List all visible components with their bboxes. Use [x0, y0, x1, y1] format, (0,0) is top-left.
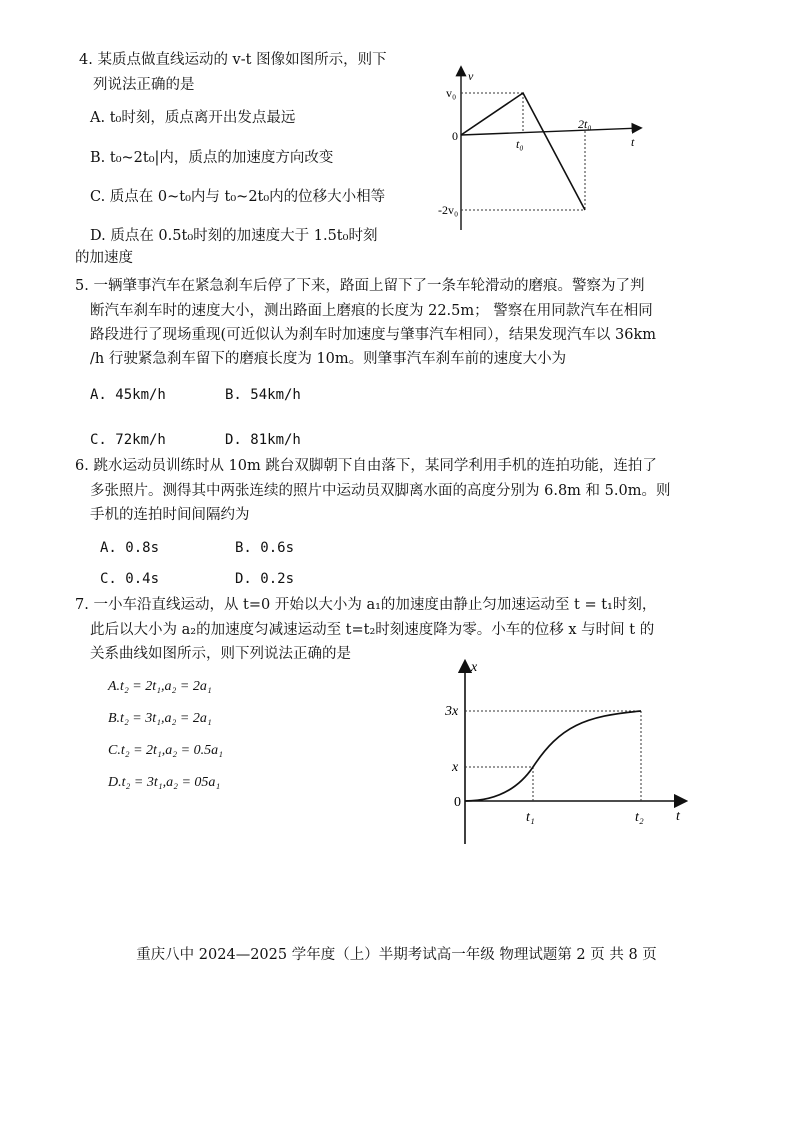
q7-xt-graph [440, 656, 695, 848]
q7-x-label: x [471, 660, 478, 675]
q5-option-b: B. 54km/h [225, 387, 301, 403]
q7-option-c: C.t₂ = 2t₁,a₂ = 0.5a₁ [108, 743, 223, 758]
q6-option-c: C. 0.4s [100, 571, 160, 587]
q5-stem-line1: 5. 一辆肇事汽车在紧急刹车后停了下来，路面上留下了一条车轮滑动的磨痕。警察为了判 [75, 278, 645, 294]
q4-option-c: C. 质点在 0~t₀内与 t₀~2t₀内的位移大小相等 [90, 189, 386, 205]
q7-stem-line3: 关系曲线如图所示，则下列说法正确的是 [90, 646, 351, 662]
q4-stem-line1: 4. 某质点做直线运动的 v-t 图像如图所示，则下 [79, 52, 387, 68]
q7-option-d: D.t₂ = 3t₁,a₂ = 05a₁ [108, 775, 221, 790]
q4-option-d-line2: 的加速度 [75, 250, 133, 266]
q5-stem-line3: 路段进行了现场重现(可近似认为刹车时加速度与肇事汽车相同），结果发现汽车以 36km [90, 327, 656, 343]
q5-stem-line4: /h 行驶紧急刹车留下的磨痕长度为 10m。则肇事汽车刹车前的速度大小为 [90, 351, 567, 367]
q4-2t0-label: 2t₀ [578, 117, 592, 131]
q4-option-a: A. t₀时刻，质点离开出发点最远 [90, 110, 296, 126]
q4-v-label: v [468, 69, 474, 83]
q5-option-d: D. 81km/h [225, 432, 301, 448]
q5-stem-line2: 断汽车刹车时的速度大小，测出路面上磨痕的长度为 22.5m； 警察在用同款汽车在相同 [90, 303, 653, 319]
q4-option-b: B. t₀~2t₀|内，质点的加速度方向改变 [90, 150, 334, 166]
q4-option-d-line1: D. 质点在 0.5t₀时刻的加速度大于 1.5t₀时刻 [90, 228, 378, 244]
q7-t1-label: t₁ [526, 810, 535, 825]
q7-stem-line2: 此后以大小为 a₂的加速度匀减速运动至 t=t₂时刻速度降为零。小车的位移 x 与时间 t 的 [90, 622, 655, 638]
q7-t2-label: t₂ [635, 810, 644, 825]
q7-x-mark-label: x [452, 760, 459, 775]
q6-stem-line2: 多张照片。测得其中两张连续的照片中运动员双脚离水面的高度分别为 6.8m 和 5.0m。则 [90, 483, 671, 499]
q4-neg2v0-label: -2v₀ [438, 203, 459, 217]
q7-origin-label: 0 [454, 795, 461, 810]
q5-option-c: C. 72km/h [90, 432, 166, 448]
q7-xt-curve [465, 711, 641, 801]
q4-t-axis [461, 128, 640, 135]
q6-stem-line1: 6. 跳水运动员训练时从 10m 跳台双脚朝下自由落下，某同学利用手机的连拍功能，连拍了 [75, 458, 657, 474]
q7-stem-line1: 7. 一小车沿直线运动，从 t=0 开始以大小为 a₁的加速度由静止匀加速运动至 t = t₁时刻， [75, 597, 657, 613]
q4-v0-label: v₀ [446, 86, 457, 100]
q7-option-a: A.t₂ = 2t₁,a₂ = 2a₁ [108, 679, 212, 694]
q4-stem-line2: 列说法正确的是 [93, 77, 195, 93]
q4-t-label: t [631, 135, 635, 149]
q5-option-a: A. 45km/h [90, 387, 166, 403]
q4-origin-label: 0 [452, 129, 458, 143]
q6-option-a: A. 0.8s [100, 540, 160, 556]
q7-3x-label: 3x [445, 704, 459, 719]
page-footer: 重庆八中 2024—2025 学年度（上）半期考试高一年级 物理试题第 2 页 共 8 页 [136, 947, 657, 963]
q7-t-label: t [676, 809, 680, 824]
q6-option-d: D. 0.2s [235, 571, 295, 587]
q6-stem-line3: 手机的连拍时间间隔约为 [90, 507, 250, 523]
q4-vt-graph [425, 62, 650, 234]
q7-option-b: B.t₂ = 3t₁,a₂ = 2a₁ [108, 711, 212, 726]
q4-t0-label: t₀ [516, 137, 524, 151]
q6-option-b: B. 0.6s [235, 540, 295, 556]
